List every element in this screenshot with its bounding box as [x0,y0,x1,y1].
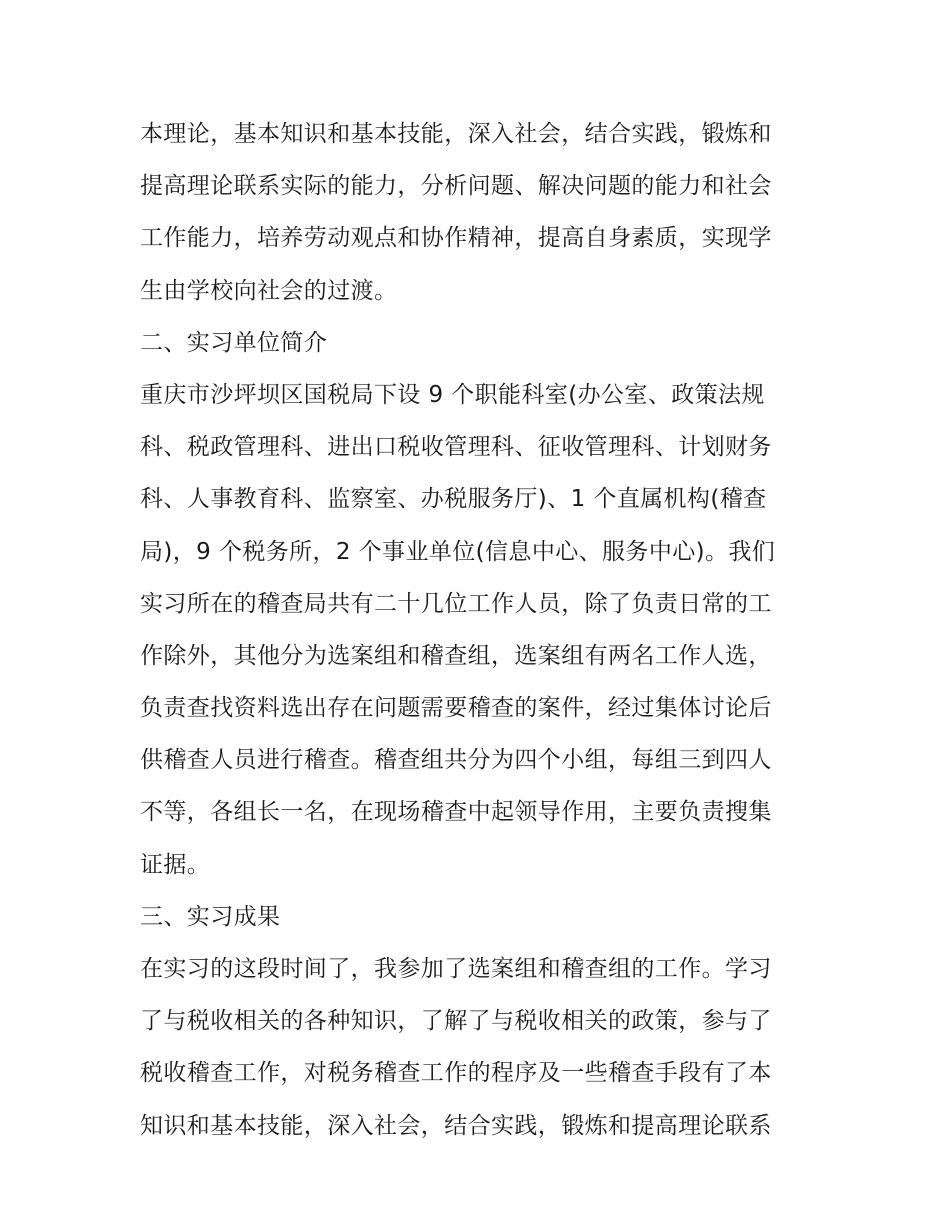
text-line: 科、税政管理科、进出口税收管理科、征收管理科、计划财务 [140,434,772,461]
text-line: 不等，各组长一名，在现场稽查中起领导作用，主要负责搜集 [140,799,772,826]
text-line: 提高理论联系实际的能力，分析问题、解决问题的能力和社会 [140,173,772,200]
text-line: 负责查找资料选出存在问题需要稽查的案件，经过集体讨论后 [140,695,772,722]
text-line: 作除外，其他分为选案组和稽查组，选案组有两名工作人选， [140,642,772,669]
text-line: 本理论，基本知识和基本技能，深入社会，结合实践，锻炼和 [140,121,772,147]
text-line: 供稽查人员进行稽查。稽查组共分为四个小组，每组三到四人 [140,747,772,774]
text-line: 局)，9 个税务所，2 个事业单位(信息中心、服务中心)。我们 [140,538,776,565]
text-line: 科、人事教育科、监察室、办税服务厅)、1 个直属机构(稽查 [140,486,767,513]
text-line: 重庆市沙坪坝区国税局下设 9 个职能科室(办公室、政策法规 [140,381,765,408]
text-line: 税收稽查工作，对税务稽查工作的程序及一些稽查手段有了本 [140,1060,772,1087]
text-line: 知识和基本技能，深入社会，结合实践，锻炼和提高理论联系 [140,1112,772,1139]
text-line: 实习所在的稽查局共有二十几位工作人员，除了负责日常的工 [140,590,772,617]
body-text [140,108,820,1152]
text-line: 工作能力，培养劳动观点和协作精神，提高自身素质，实现学 [140,225,772,252]
section-heading: 二、实习单位简介 [140,329,328,356]
text-line: 了与税收相关的各种知识，了解了与税收相关的政策，参与了 [140,1008,772,1035]
text-line: 生由学校向社会的过渡。 [140,277,398,304]
text-line: 证据。 [140,851,211,878]
text-line: 在实习的这段时间了，我参加了选案组和稽查组的工作。学习 [140,956,772,982]
section-heading: 三、实习成果 [140,903,281,930]
